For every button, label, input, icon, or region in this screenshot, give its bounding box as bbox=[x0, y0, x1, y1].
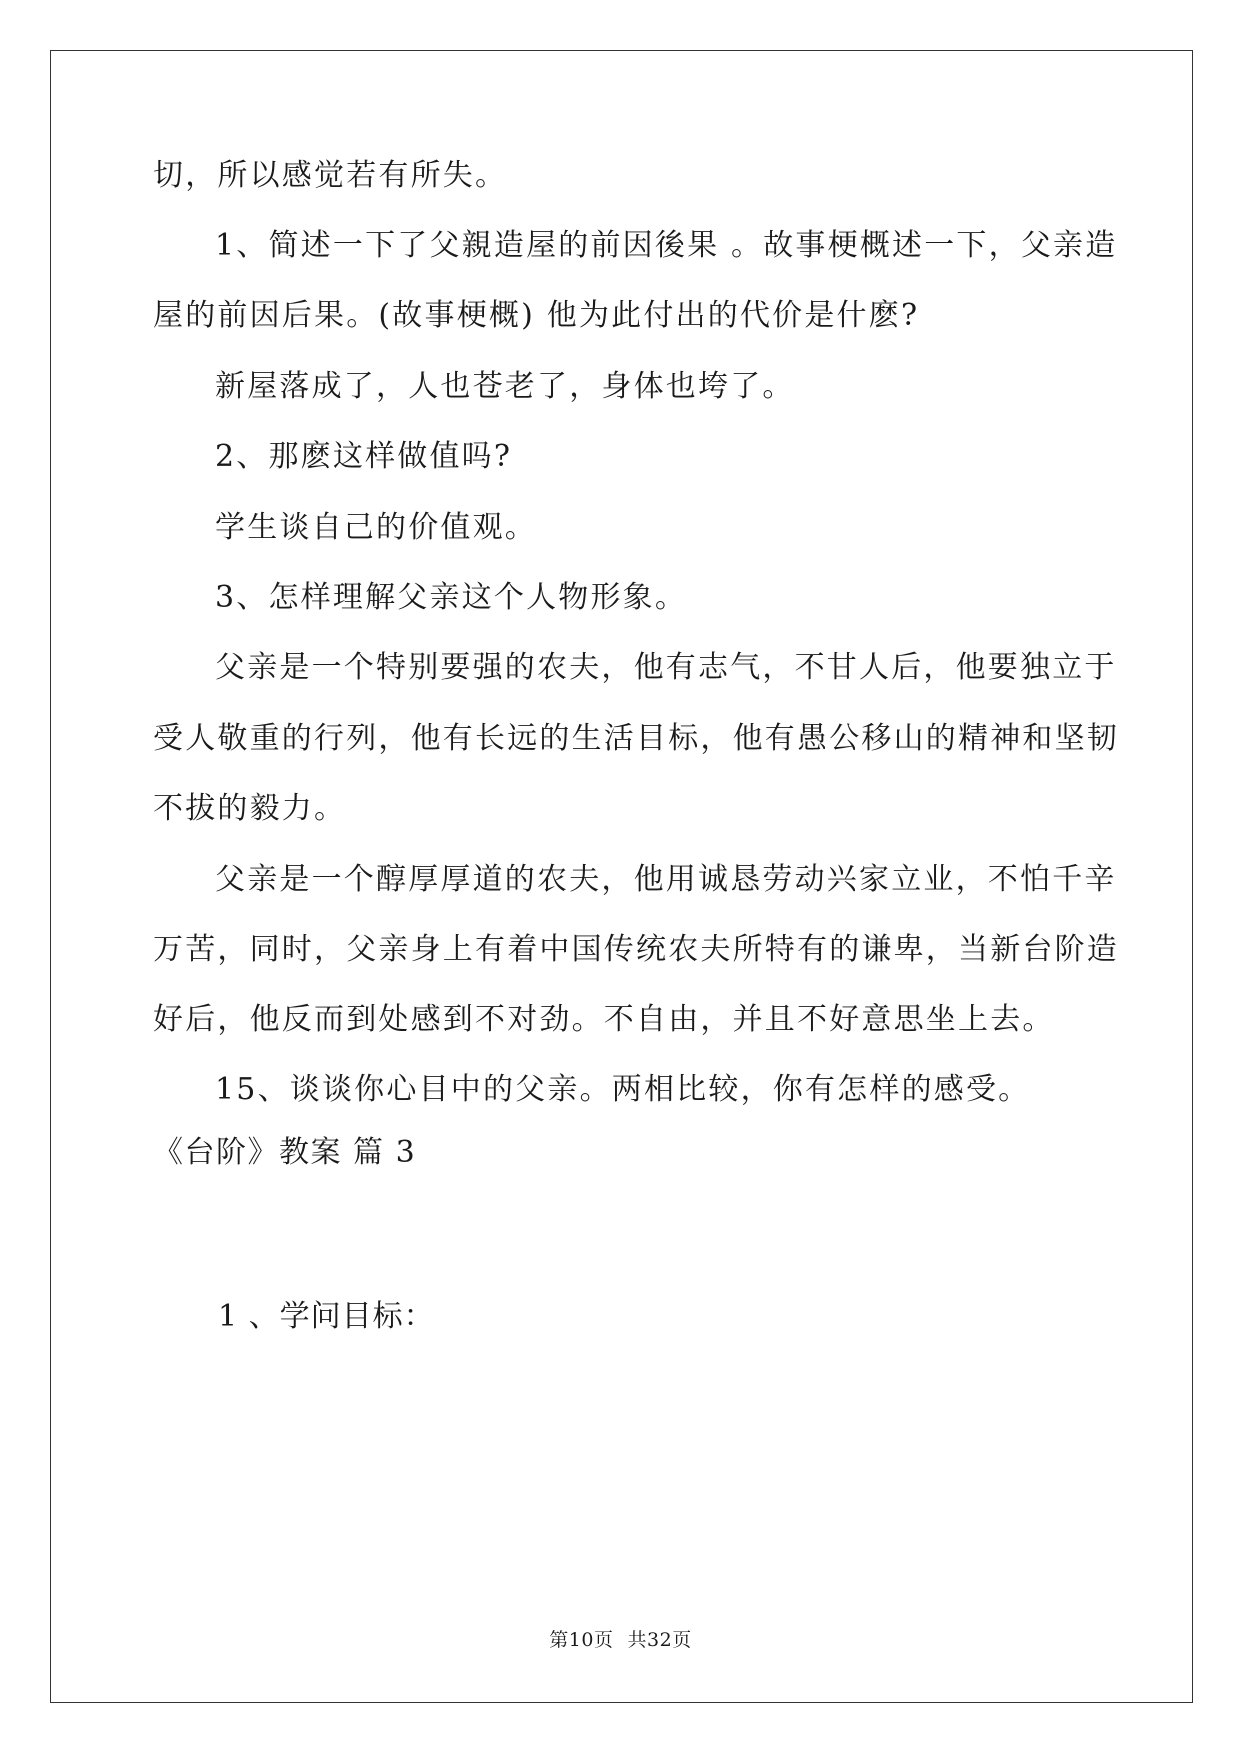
footer-page-total: 32 bbox=[647, 1629, 673, 1651]
paragraph-line: 好后，他反而到处感到不对劲。不自由，并且不好意思坐上去。 bbox=[153, 1002, 1055, 1037]
section-heading: 《台阶》教案 篇 3 bbox=[153, 1135, 417, 1170]
footer-page-current: 10 bbox=[568, 1629, 594, 1651]
page-footer bbox=[0, 1628, 1241, 1652]
paragraph-line: 父亲是一个醇厚厚道的农夫，他用诚恳劳动兴家立业，不怕千辛 bbox=[215, 862, 1117, 897]
paragraph-line: 父亲是一个特别要强的农夫，他有志气，不甘人后，他要独立于 bbox=[215, 650, 1117, 685]
paragraph-line: 15、谈谈你心目中的父亲。两相比较，你有怎样的感受。 bbox=[215, 1072, 1031, 1107]
footer-page-prefix: 第 bbox=[549, 1629, 569, 1651]
paragraph-line: 学生谈自己的价值观。 bbox=[215, 510, 537, 545]
paragraph-line: 1、简述一下了父親造屋的前因後果 。故事梗概述一下，父亲造 bbox=[215, 228, 1118, 263]
paragraph-line: 新屋落成了，人也苍老了，身体也垮了。 bbox=[215, 369, 795, 404]
paragraph-line: 切，所以感觉若有所失。 bbox=[153, 158, 508, 193]
paragraph-line: 3、怎样理解父亲这个人物形象。 bbox=[215, 580, 688, 615]
paragraph-line: 受人敬重的行列，他有长远的生活目标，他有愚公移山的精神和坚韧 bbox=[153, 721, 1119, 756]
footer-page-mid: 页 bbox=[593, 1629, 614, 1651]
paragraph-line: 万苦，同时，父亲身上有着中国传统农夫所特有的谦卑，当新台阶造 bbox=[153, 932, 1119, 967]
paragraph-line: 屋的前因后果。(故事梗概) 他为此付出的代价是什麽? bbox=[153, 298, 920, 333]
footer-total-prefix: 共 bbox=[627, 1629, 648, 1651]
footer-total-suffix: 页 bbox=[672, 1629, 692, 1651]
subsection-heading: 1 、学问目标： bbox=[218, 1299, 435, 1334]
paragraph-line: 不拔的毅力。 bbox=[153, 791, 347, 826]
paragraph-line: 2、那麽这样做值吗? bbox=[215, 439, 513, 474]
